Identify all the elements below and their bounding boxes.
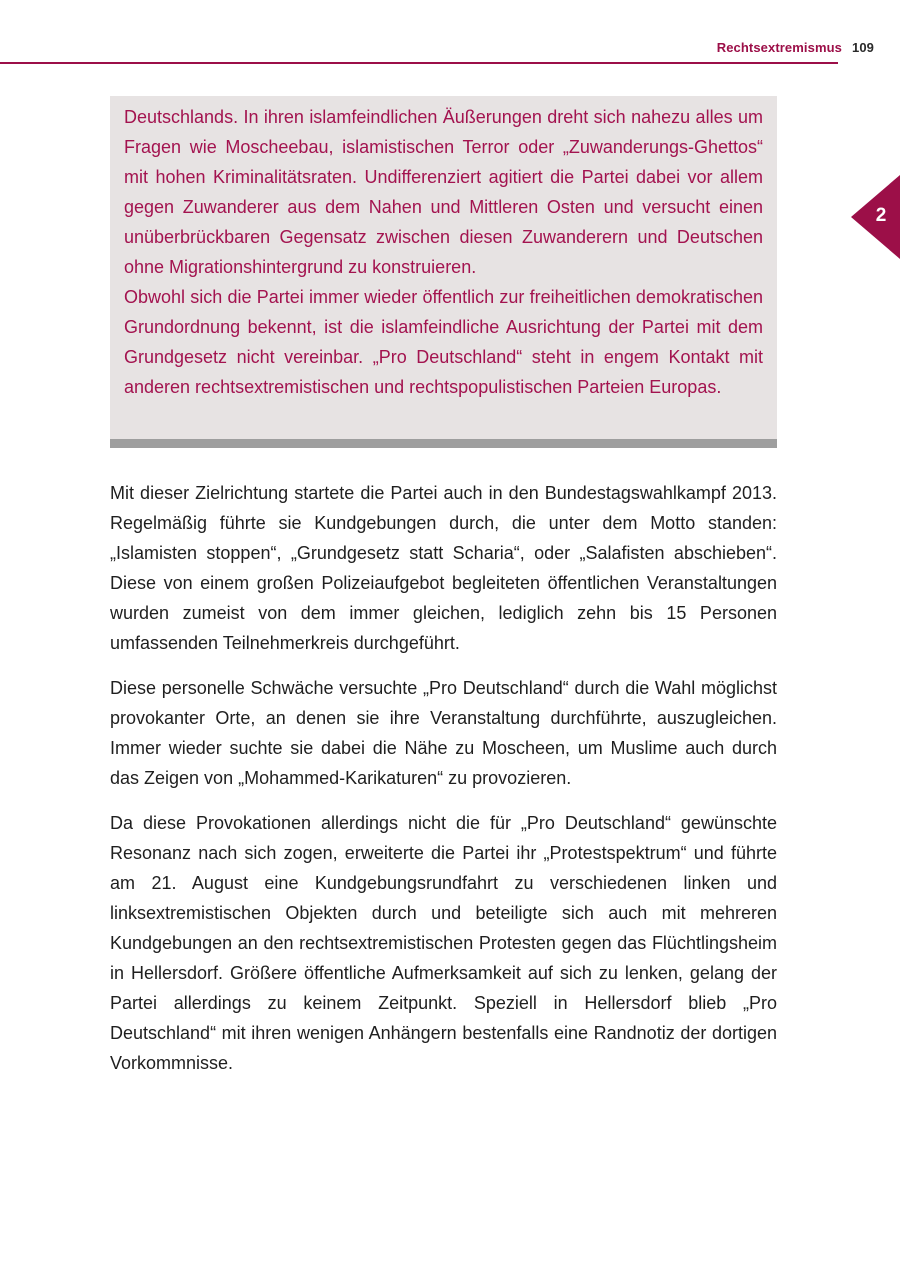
body-paragraph: Diese personelle Schwäche versuchte „Pro Deutschland“ durch die Wahl möglichst provokanter Orte, an denen sie ihre Veranstaltung durchführte, auszugleichen. Immer wieder suchte sie dabei die Nähe zu Moscheen, um Muslime auch durch das Zeigen von „Mohammed-Karikaturen“ zu provozieren. [110, 678, 777, 788]
info-box [110, 96, 777, 439]
info-box-paragraph: Deutschlands. In ihren islamfeindlichen Äußerungen dreht sich nahezu alles um Fragen wie Moscheebau, islamistischen Terror oder „Zuwanderungs-Ghettos“ mit hohen Kriminalitätsraten. Undifferenziert agitiert die Partei dabei vor allem gegen Zuwanderer aus dem Nahen und Mittleren Osten und versucht einen unüberbrückbaren Gegensatz zwischen diesen Zuwanderern und Deutschen ohne Migrationshintergrund zu konstruieren. [124, 107, 763, 277]
body-text [110, 478, 777, 1093]
section-title: Rechtsextremismus [716, 40, 842, 55]
info-box-paragraph: Obwohl sich die Partei immer wieder öffentlich zur freiheitlichen demokratischen Grundordnung bekennt, ist die islamfeindliche Ausrichtung der Partei mit dem Grundgesetz nicht vereinbar. „Pro Deutschland“ steht in engem Kontakt mit anderen rechtsextremistischen und rechtspopulistischen Parteien Europas. [124, 287, 763, 397]
body-paragraph: Mit dieser Zielrichtung startete die Partei auch in den Bundestagswahlkampf 2013. Regelmäßig führte sie Kundgebungen durch, die unter dem Motto standen: „Islamisten stoppen“, „Grundgesetz statt Scharia“, oder „Salafisten abschieben“. Diese von einem großen Polizeiaufgebot begleiteten öffentlichen Veranstaltungen wurden zumeist von dem immer gleichen, lediglich zehn bis 15 Personen umfassenden Teilnehmerkreis durchgeführt. [110, 483, 777, 653]
body-paragraph: Da diese Provokationen allerdings nicht die für „Pro Deutschland“ gewünschte Resonanz nach sich zogen, erweiterte die Partei ihr „Protestspektrum“ und führte am 21. August eine Kundgebungsrundfahrt zu verschiedenen linken und linksextremistischen Objekten durch und beteiligte sich auch mit mehreren Kundgebungen an den rechtsextremistischen Protesten gegen das Flüchtlingsheim in Hellersdorf. Größere öffentliche Aufmerksamkeit auf sich zu lenken, gelang der Partei allerdings zu keinem Zeitpunkt. Speziell in Hellersdorf blieb „Pro Deutschland“ mit ihren wenigen Anhängern bestenfalls eine Randnotiz der dortigen Vorkommnisse. [110, 813, 777, 1073]
chapter-number: 2 [875, 205, 887, 226]
header-rule [0, 62, 838, 64]
running-header [717, 40, 874, 55]
page-number: 109 [852, 40, 874, 55]
info-box-bottom-bar [110, 439, 777, 448]
